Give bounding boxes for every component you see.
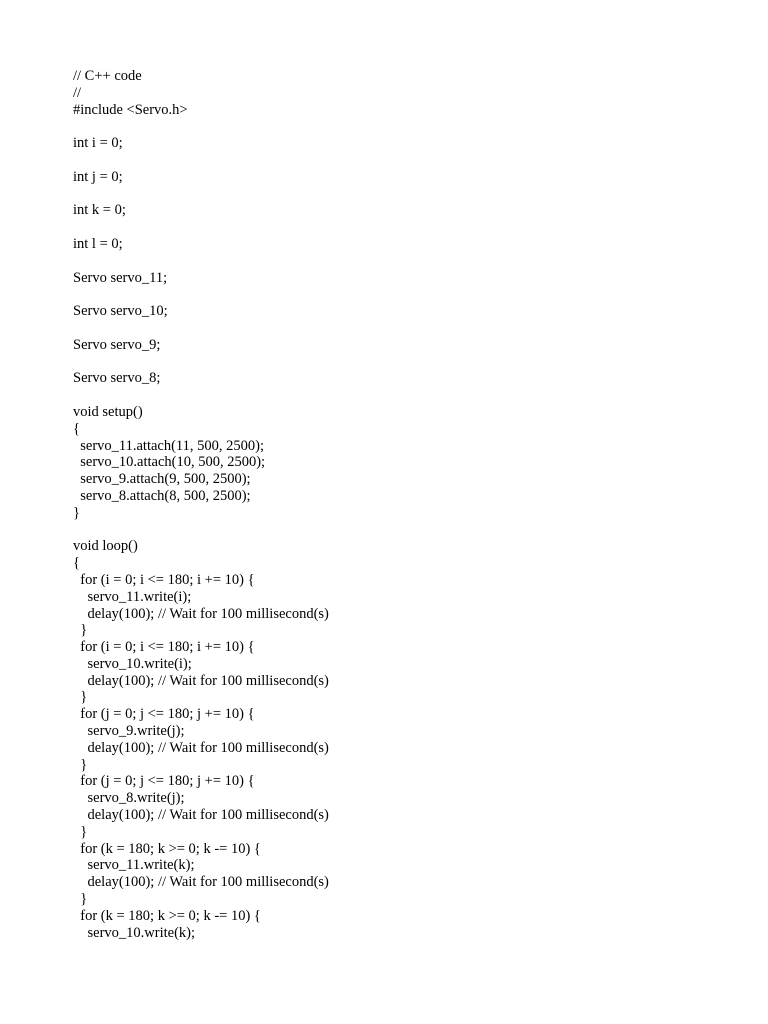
- code-line: Servo servo_10;: [73, 303, 168, 320]
- code-line: Servo servo_8;: [73, 370, 161, 387]
- code-line: delay(100); // Wait for 100 millisecond(s): [73, 807, 329, 824]
- code-line: for (k = 180; k >= 0; k -= 10) {: [73, 907, 261, 924]
- code-line: }: [73, 756, 88, 773]
- code-line: for (i = 0; i <= 180; i += 10) {: [73, 571, 255, 588]
- code-line: servo_8.attach(8, 500, 2500);: [73, 487, 251, 504]
- code-line: [73, 152, 329, 169]
- code-line: [73, 354, 329, 371]
- code-line: servo_11.attach(11, 500, 2500);: [73, 437, 265, 454]
- code-line: }: [73, 689, 88, 706]
- code-line: int j = 0;: [73, 168, 123, 185]
- code-line: servo_10.write(i);: [73, 655, 192, 672]
- code-line: {: [73, 555, 80, 572]
- code-line: }: [73, 622, 88, 639]
- code-line: }: [73, 823, 88, 840]
- code-line: int l = 0;: [73, 235, 123, 252]
- code-line: // C++ code: [73, 68, 142, 84]
- code-line: servo_9.attach(9, 500, 2500);: [73, 471, 251, 488]
- code-line: servo_8.write(j);: [73, 790, 185, 807]
- code-line: for (i = 0; i <= 180; i += 10) {: [73, 639, 255, 656]
- code-line: Servo servo_9;: [73, 336, 161, 353]
- code-line: servo_11.write(k);: [73, 857, 195, 874]
- code-line: for (k = 180; k >= 0; k -= 10) {: [73, 840, 261, 857]
- code-line: [73, 118, 329, 135]
- code-line: Servo servo_11;: [73, 269, 168, 286]
- code-line: }: [73, 504, 80, 521]
- code-line: [73, 522, 329, 539]
- code-line: {: [73, 420, 80, 437]
- code-line: [73, 387, 329, 404]
- code-line: delay(100); // Wait for 100 millisecond(s): [73, 605, 329, 622]
- code-line: #include <Servo.h>: [73, 101, 188, 118]
- code-line: delay(100); // Wait for 100 millisecond(s): [73, 739, 329, 756]
- code-line: int k = 0;: [73, 202, 126, 219]
- code-line: for (j = 0; j <= 180; j += 10) {: [73, 706, 255, 723]
- code-line: void loop(): [73, 538, 138, 555]
- code-line: [73, 219, 329, 236]
- code-line: servo_10.write(k);: [73, 924, 196, 941]
- code-line: servo_11.write(i);: [73, 588, 192, 605]
- code-line: servo_10.attach(10, 500, 2500);: [73, 454, 266, 471]
- code-line: [73, 186, 329, 203]
- code-line: servo_9.write(j);: [73, 723, 185, 740]
- code-line: delay(100); // Wait for 100 millisecond(s): [73, 672, 329, 689]
- code-line: [73, 286, 329, 303]
- code-line: delay(100); // Wait for 100 millisecond(s): [73, 874, 329, 891]
- code-block: [73, 68, 329, 941]
- code-line: }: [73, 891, 88, 908]
- code-line: int i = 0;: [73, 135, 123, 152]
- code-line: //: [73, 84, 82, 101]
- code-line: [73, 320, 329, 337]
- code-line: [73, 253, 329, 270]
- code-line: void setup(): [73, 403, 143, 420]
- code-line: for (j = 0; j <= 180; j += 10) {: [73, 773, 255, 790]
